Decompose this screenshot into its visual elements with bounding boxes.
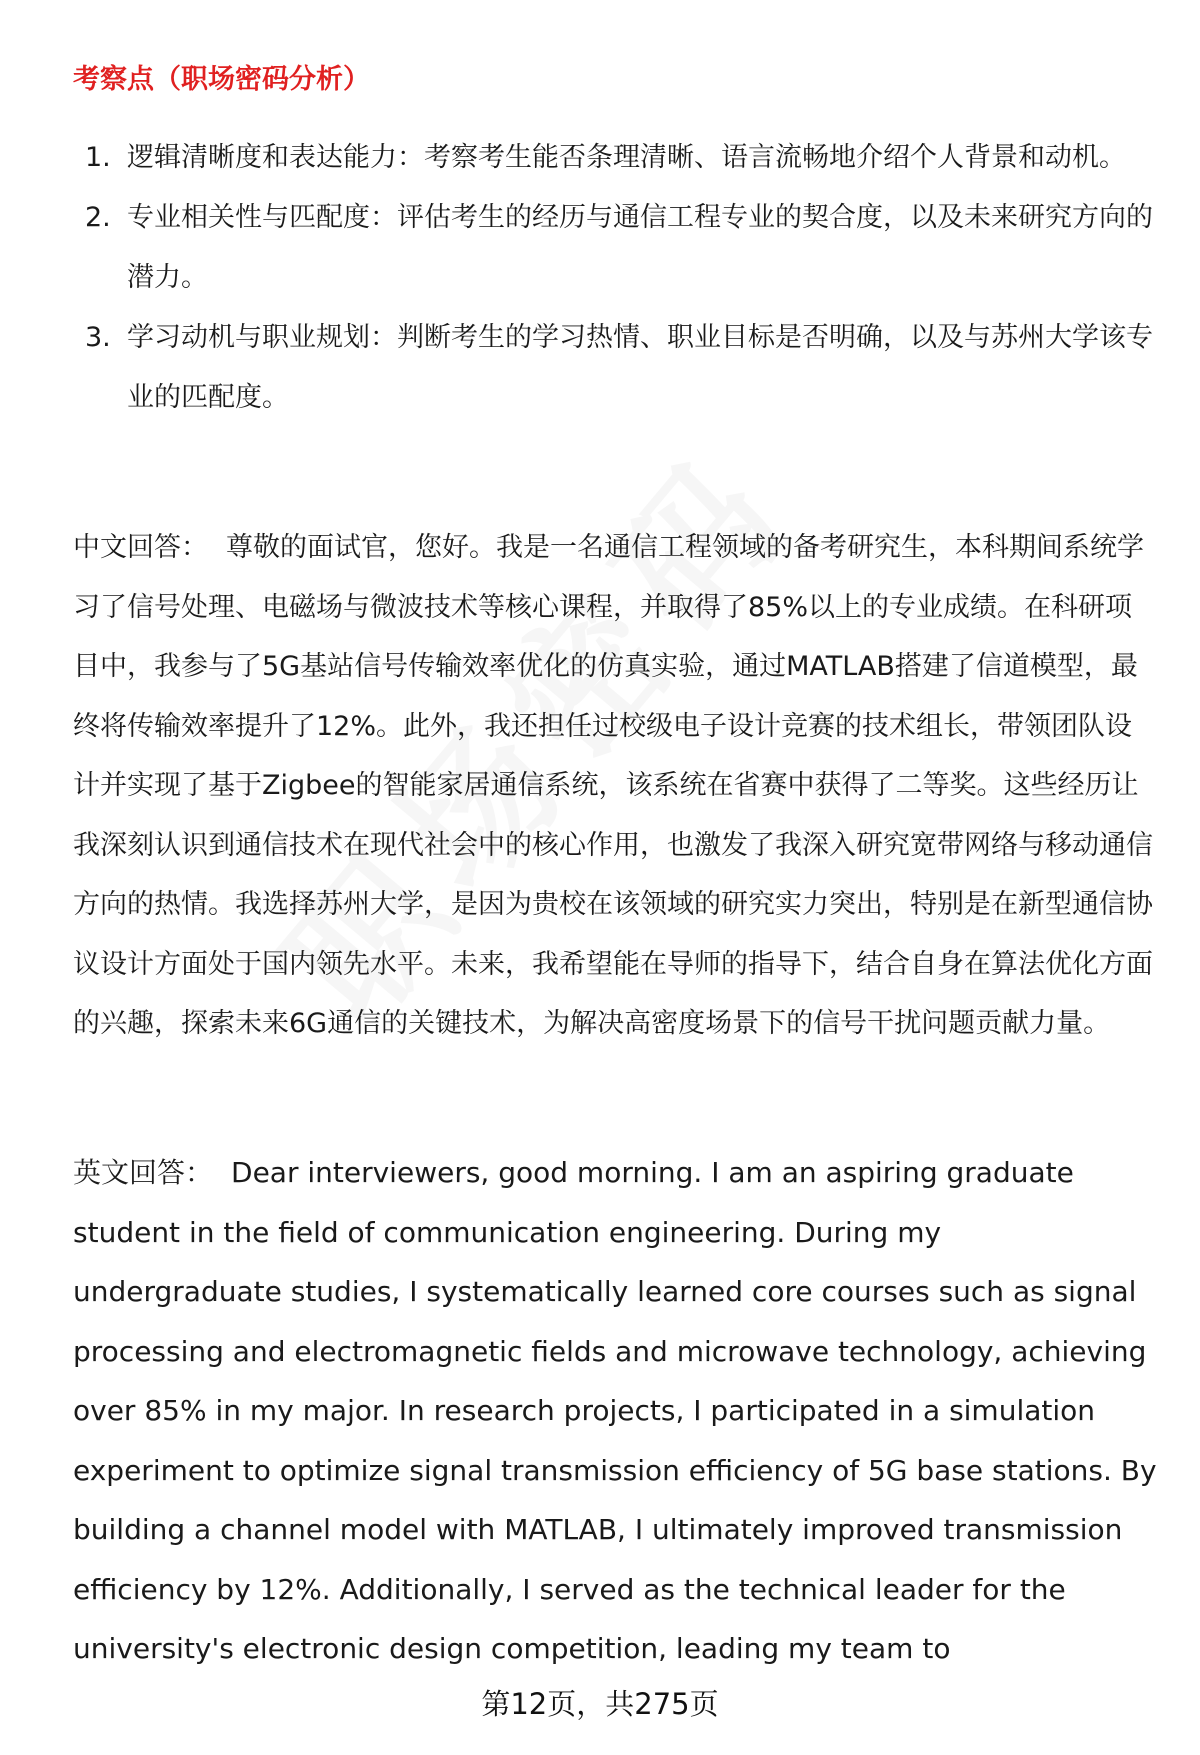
section-title: 考察点（职场密码分析）	[73, 64, 370, 95]
list-item	[73, 308, 1153, 428]
english-answer-text: Dear interviewers, good morning. I am an aspiring graduate student in the field of communication engineering. During my undergraduate studies, I systematically learned core courses such as signal processing and electromagnetic fields and microwave technology, achieving over 85% in my major. In research projects, I participated in a simulation experiment to optimize signal transmission efficiency of 5G base stations. By building a channel model with MATLAB, I ultimately improved transmission efficiency by 12%. Additionally, I served as the technical leader for the university's electronic design competition, leading my team to	[73, 1156, 1157, 1665]
assessment-points-list	[73, 128, 1153, 428]
list-item-text: 逻辑清晰度和表达能力：考察考生能否条理清晰、语言流畅地介绍个人背景和动机。	[127, 142, 1126, 173]
list-item-text: 专业相关性与匹配度：评估考生的经历与通信工程专业的契合度，以及未来研究方向的潜力。	[127, 202, 1153, 293]
chinese-answer-text: 尊敬的面试官，您好。我是一名通信工程领域的备考研究生，本科期间系统学习了信号处理、电磁场与微波技术等核心课程，并取得了85%以上的专业成绩。在科研项目中，我参与了5G基站信号传输效率优化的仿真实验，通过MATLAB搭建了信道模型，最终将传输效率提升了12%。此外，我还担任过校级电子设计竞赛的技术组长，带领团队设计并实现了基于Zigbee的智能家居通信系统，该系统在省赛中获得了二等奖。这些经历让我深刻认识到通信技术在现代社会中的核心作用，也激发了我深入研究宽带网络与移动通信方向的热情。我选择苏州大学，是因为贵校在该领域的研究实力突出，特别是在新型通信协议设计方面处于国内领先水平。未来，我希望能在导师的指导下，结合自身在算法优化方面的兴趣，探索未来6G通信的关键技术，为解决高密度场景下的信号干扰问题贡献力量。	[73, 532, 1153, 1039]
chinese-answer	[73, 518, 1158, 1054]
list-item	[73, 128, 1153, 188]
list-item-number: 2.	[85, 202, 111, 233]
chinese-answer-label: 中文回答：	[73, 532, 208, 563]
list-item-number: 1.	[85, 142, 111, 173]
list-item-text: 学习动机与职业规划：判断考生的学习热情、职业目标是否明确，以及与苏州大学该专业的匹配度。	[127, 322, 1153, 413]
english-answer-label: 英文回答：	[73, 1156, 214, 1189]
list-item	[73, 188, 1153, 308]
page-footer: 第12页，共275页	[481, 1687, 719, 1721]
english-answer	[73, 1143, 1158, 1679]
list-item-number: 3.	[85, 322, 111, 353]
